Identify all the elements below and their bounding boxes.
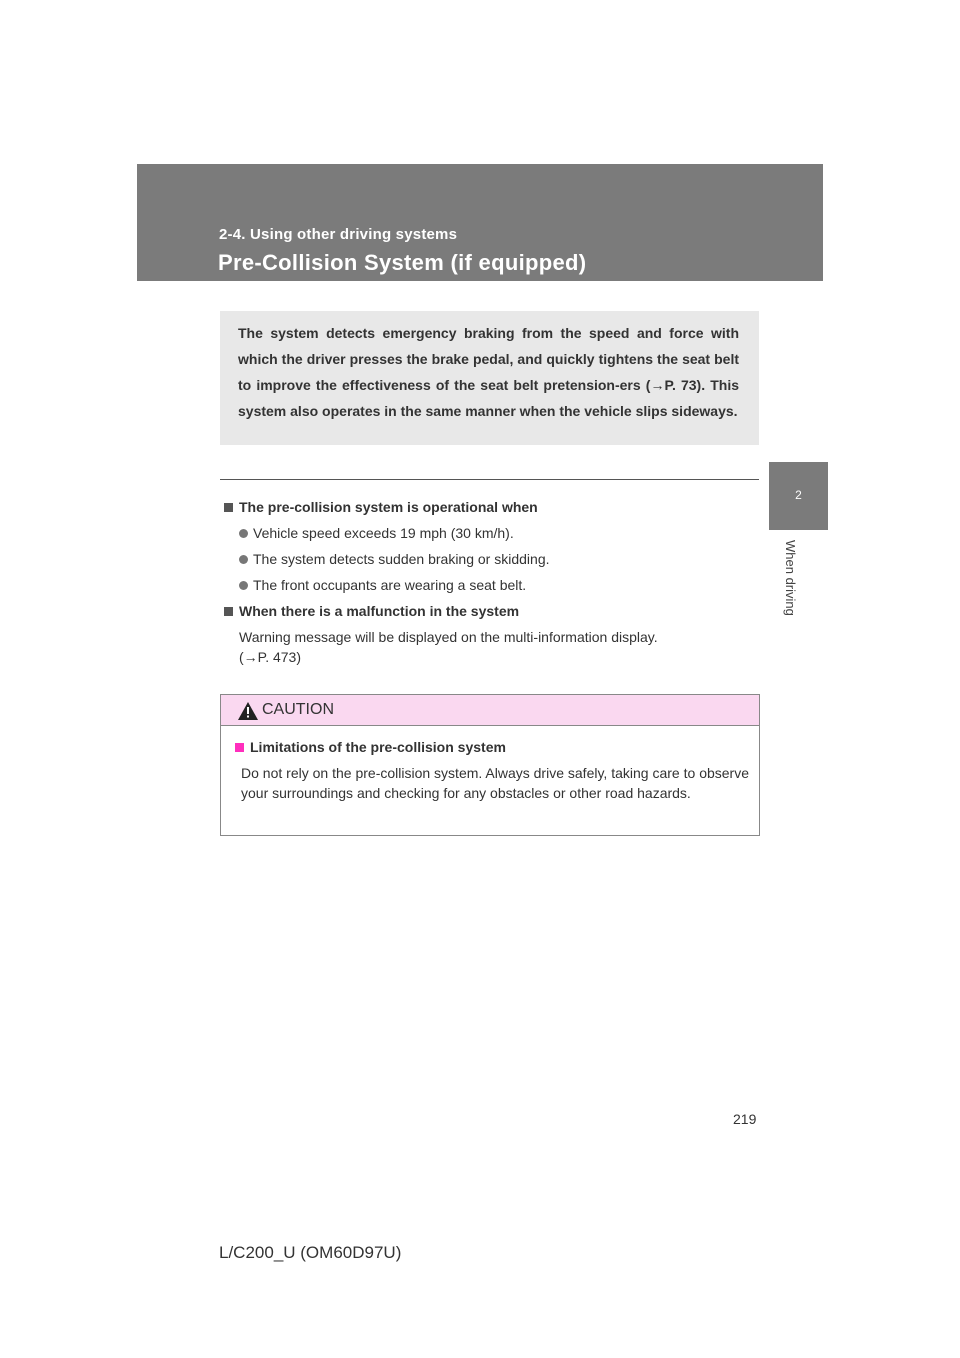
section-label: 2-4. Using other driving systems [219,226,458,243]
divider [220,479,759,480]
malfunction-text-2: (→P. 473) [239,649,301,665]
intro-text: The system detects emergency braking from the speed and force with which the driver presses the brake pedal, and quickly tightens the seat belt to improve the effectiveness of the seat belt pretension-ers (→P. 73). This system also operates in the same manner when the vehicle slips sideways. [238,325,739,419]
caution-body [221,726,759,803]
list-item [239,523,764,543]
list-item-text: The front occupants are wearing a seat belt. [253,577,527,593]
caution-label: CAUTION [262,701,334,718]
notes [224,497,764,667]
page-number: 219 [733,1111,757,1127]
square-bullet-icon [224,607,233,616]
list-item-text: The system detects sudden braking or skidding. [253,551,550,567]
caution-header [221,695,759,726]
operational-heading-text: The pre-collision system is operational when [239,499,538,515]
operational-heading [224,497,764,517]
list-item-text: Vehicle speed exceeds 19 mph (30 km/h). [253,525,514,541]
chapter-tab [769,462,828,530]
dot-bullet-icon [239,581,248,590]
square-bullet-icon [235,743,244,752]
caution-heading [235,737,749,757]
caution-text: Do not rely on the pre-collision system. Always drive safely, taking care to observe your surroundings and checking for any obstacles or other road hazards. [241,765,749,801]
square-bullet-icon [224,503,233,512]
dot-bullet-icon [239,529,248,538]
malfunction-text-1: Warning message will be displayed on the multi-information display. [239,629,658,645]
warning-icon [238,702,258,720]
chapter-label: When driving [783,540,798,616]
malfunction-heading-text: When there is a malfunction in the system [239,603,520,619]
chapter-number: 2 [795,488,802,502]
list-item [239,549,764,569]
caution-heading-text: Limitations of the pre-collision system [250,739,506,755]
dot-bullet-icon [239,555,248,564]
malfunction-heading [224,601,764,621]
caution-box [220,694,760,836]
list-item [239,575,764,595]
intro-box [220,311,759,445]
page-title: Pre-Collision System (if equipped) [218,250,587,275]
doc-code: L/C200_U (OM60D97U) [219,1243,402,1262]
